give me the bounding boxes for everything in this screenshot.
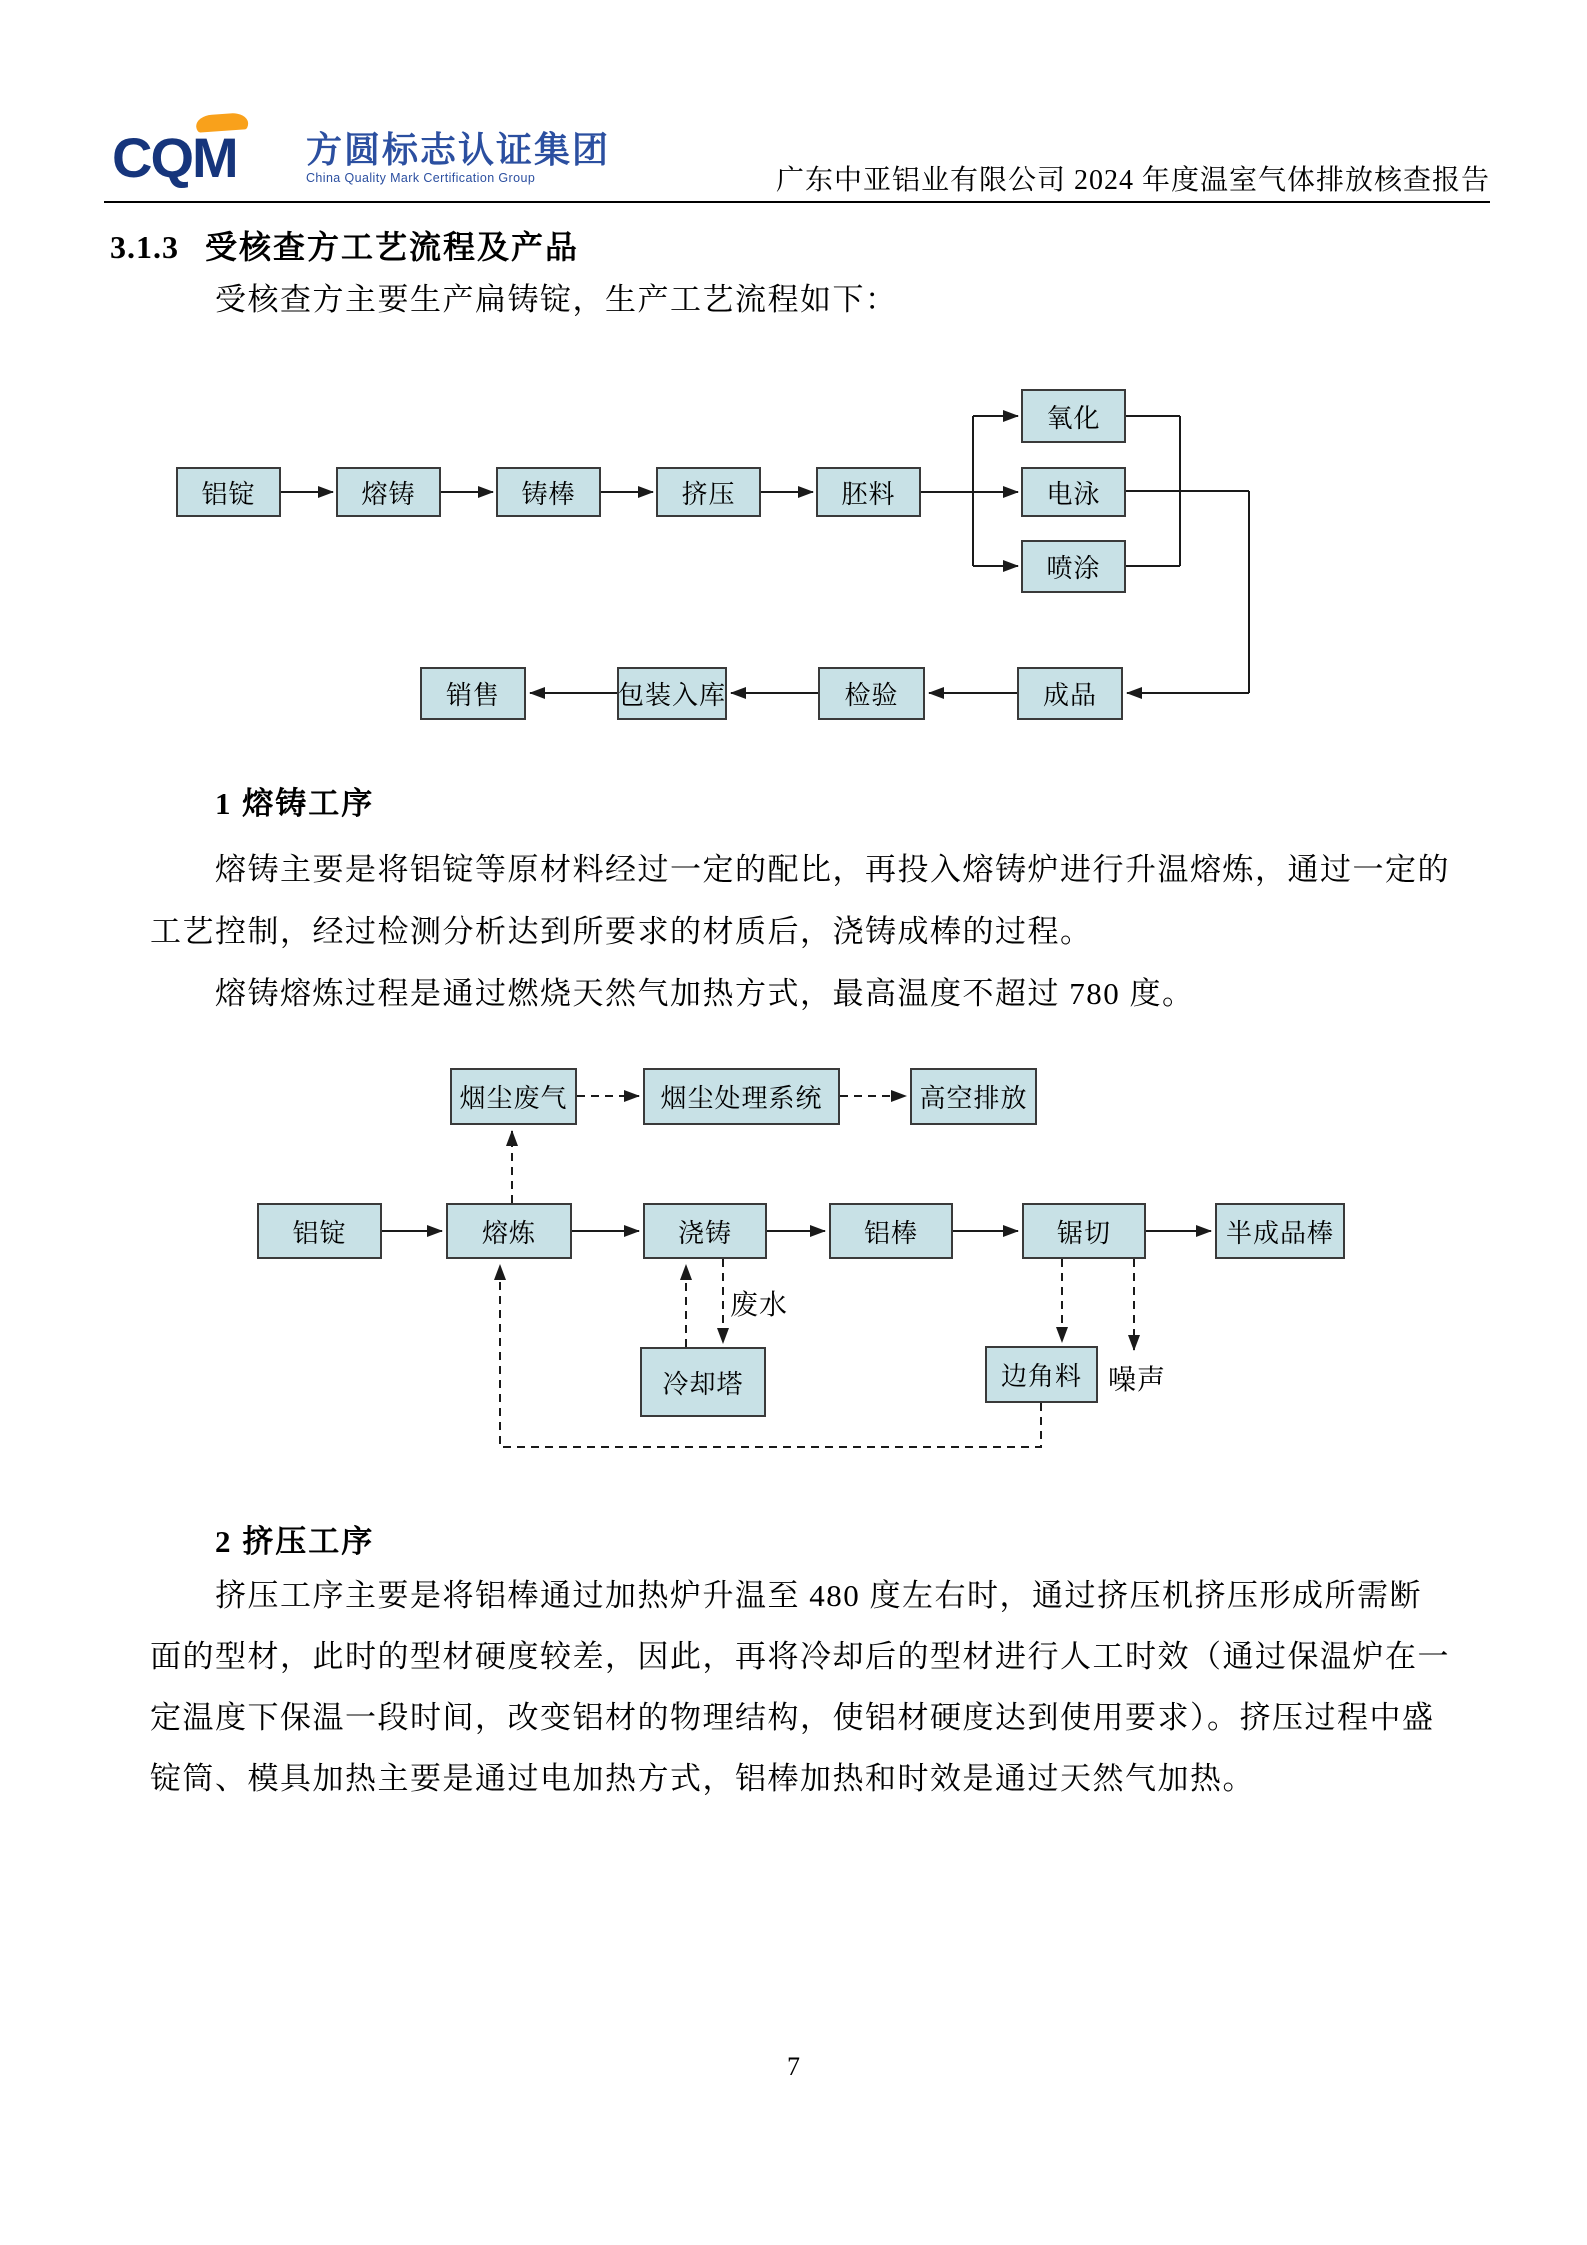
- page-number: 7: [787, 2052, 800, 2081]
- flow1-node-melt-casting: 熔铸: [336, 467, 441, 517]
- flow1-node-cast-rod: 铸棒: [496, 467, 601, 517]
- flow1-node-extrusion: 挤压: [656, 467, 761, 517]
- flow2-node-melting: 熔炼: [446, 1203, 572, 1259]
- flow2-node-aluminum-ingot: 铝锭: [257, 1203, 382, 1259]
- body-line: 受核查方主要生产扁铸锭，生产工艺流程如下：: [215, 282, 898, 317]
- body-line: 定温度下保温一段时间，改变铝材的物理结构，使铝材硬度达到使用要求）。挤压过程中盛: [150, 1700, 1435, 1735]
- flow1-node-finished-product: 成品: [1017, 667, 1123, 720]
- flow1-node-sales: 销售: [420, 667, 526, 720]
- flow2-label-noise: 噪声: [1108, 1365, 1167, 1396]
- body-line: 面的型材，此时的型材硬度较差，因此，再将冷却后的型材进行人工时效（通过保温炉在一: [150, 1639, 1450, 1674]
- cqm-logo-name-cn: 方圆标志认证集团: [306, 129, 611, 170]
- subsection1-heading: 1 熔铸工序: [215, 786, 375, 821]
- flow2-node-high-altitude-discharge: 高空排放: [910, 1068, 1037, 1125]
- flow2-node-aluminum-rod: 铝棒: [829, 1203, 953, 1259]
- cqm-logo-acronym: CQM: [112, 126, 237, 189]
- flow1-node-inspection: 检验: [818, 667, 925, 720]
- body-line: 工艺控制，经过检测分析达到所要求的材质后，浇铸成棒的过程。: [150, 914, 1093, 949]
- flow2-node-cooling-tower: 冷却塔: [640, 1347, 766, 1417]
- flow2-node-semi-finished-rod: 半成品棒: [1215, 1203, 1345, 1259]
- flow2-node-sawing: 锯切: [1022, 1203, 1146, 1259]
- flow1-node-electrophoresis: 电泳: [1021, 467, 1126, 517]
- flow1-node-packing-warehousing: 包装入库: [617, 667, 727, 720]
- section-number: 3.1.3: [110, 229, 179, 265]
- flow2-node-scrap: 边角料: [985, 1346, 1098, 1403]
- cqm-logo-name-en: China Quality Mark Certification Group: [306, 171, 536, 185]
- flow2-node-dust-waste-gas: 烟尘废气: [450, 1068, 577, 1125]
- body-line: 熔铸主要是将铝锭等原材料经过一定的配比，再投入熔铸炉进行升温熔炼，通过一定的: [215, 852, 1450, 887]
- flow2-node-casting: 浇铸: [643, 1203, 767, 1259]
- flow1-node-oxidation: 氧化: [1021, 389, 1126, 443]
- body-line: 锭筒、模具加热主要是通过电加热方式，铝棒加热和时效是通过天然气加热。: [150, 1761, 1255, 1796]
- subsection2-heading: 2 挤压工序: [215, 1524, 375, 1559]
- body-line: 熔铸熔炼过程是通过燃烧天然气加热方式，最高温度不超过 780 度。: [215, 976, 1195, 1011]
- flow1-node-spray-coating: 喷涂: [1021, 540, 1126, 593]
- body-line: 挤压工序主要是将铝棒通过加热炉升温至 480 度左右时，通过挤压机挤压形成所需断: [215, 1578, 1422, 1613]
- flow1-node-aluminum-ingot: 铝锭: [176, 467, 281, 517]
- section-title: 受核查方工艺流程及产品: [205, 229, 580, 265]
- flow2-node-dust-treatment-system: 烟尘处理系统: [643, 1068, 840, 1125]
- header-doc-title: 广东中亚铝业有限公司 2024 年度温室气体排放核查报告: [775, 165, 1490, 196]
- flow2-label-wastewater: 废水: [730, 1290, 789, 1321]
- flow1-node-blank: 胚料: [816, 467, 921, 517]
